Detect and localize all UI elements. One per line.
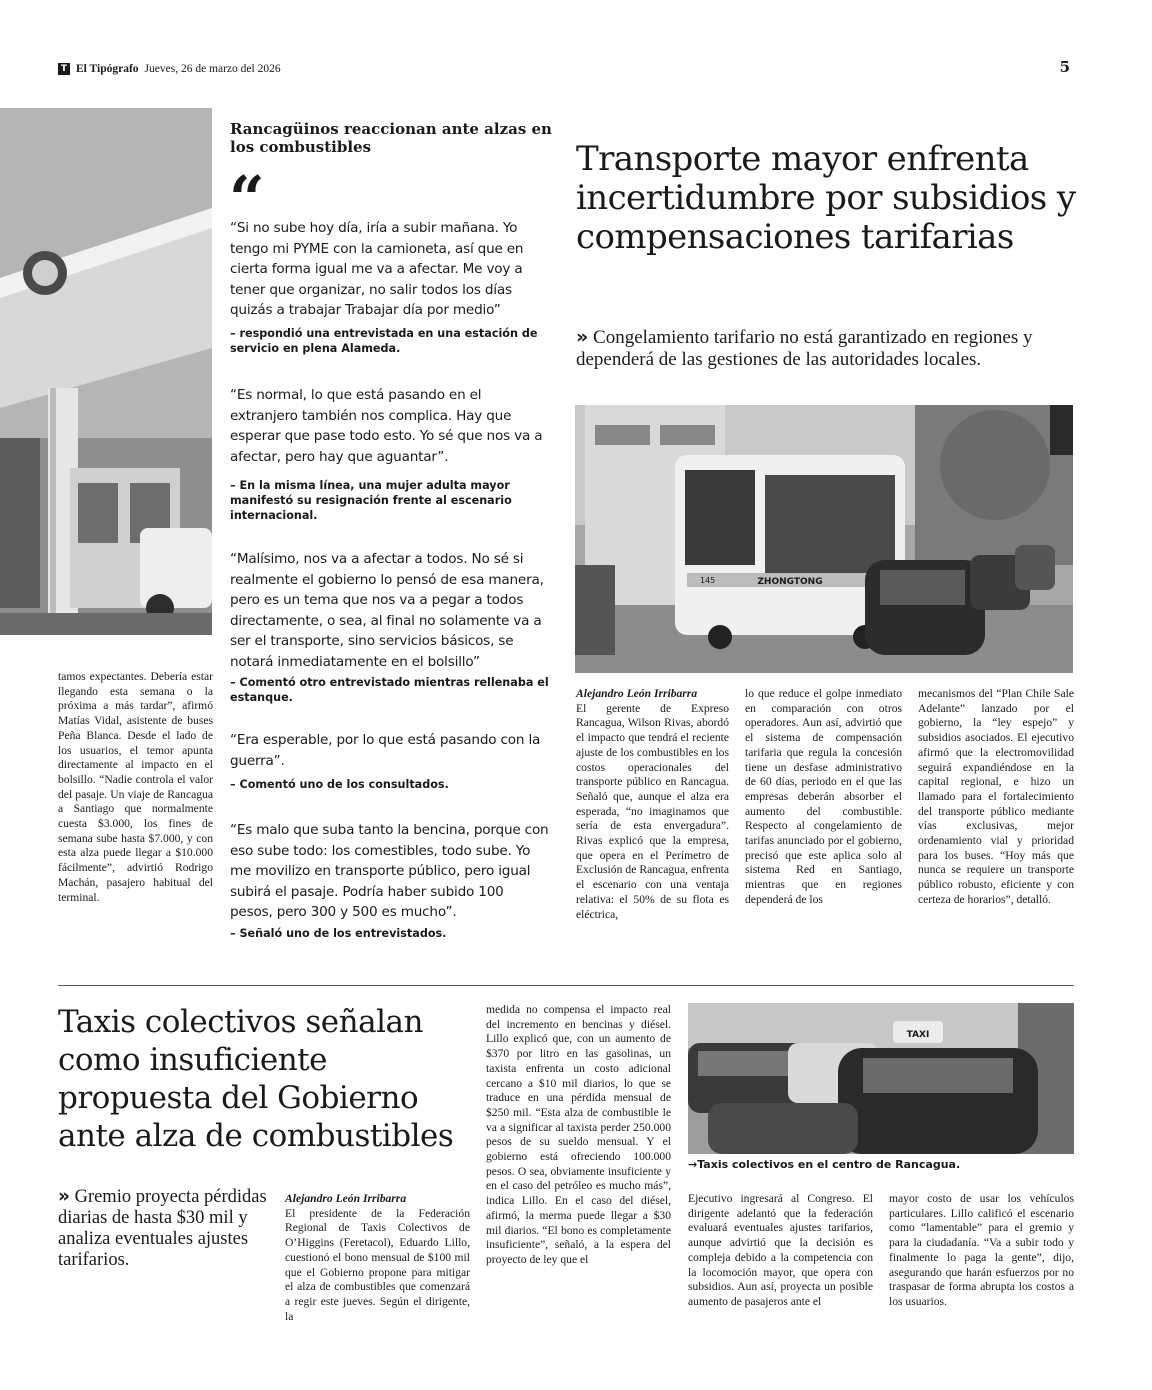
quote-attribution-3: – Comentó otro entrevistado mientras rellenaba el estanque. — [230, 676, 549, 704]
taxi-photo — [688, 1003, 1074, 1154]
article-2-column-1 — [285, 1192, 470, 1324]
quote-text-2: “Es normal, lo que está pasando en el extranjero también nos complica. Hay que esperar que pase todo esto. Yo sé que nos va a afectar, pero hay que aguantar”. — [230, 387, 543, 465]
article-1-column-1-text: El gerente de Expreso Rancagua, Wilson Rivas, abordó el impacto que tendrá el reciente ajuste de los combustibles en los costos operacionales del transporte público en Rancagua. Señaló que, aunque el alza era esperada, “no imaginamos que sería de esta envergadura”. Rivas explicó que la empresa, que opera en el Perímetro de Exclusión de Rancagua, enfrenta el escenario con una ventaja relativa: el 50% de su flota es eléctrica, — [576, 701, 729, 921]
quote-text-5: “Es malo que suba tanto la bencina, porque con eso sube todo: los comestibles, todo sube. Yo me movilizo en transporte público, pero igual subirá el pasaje. Podría haber subido 100 pesos, pero 300 y 500 es mucho”. — [230, 822, 549, 920]
article-1-column-1 — [576, 687, 729, 922]
article-2-column-2: medida no compensa el impacto real del incremento en bencinas y diésel. Lillo explicó que, con un aumento de $370 por litro en las gasolinas, un taxista enfrenta un costo adicional cercano a $10 mil diarios, lo que se traduce en una pérdida mensual de $250 mil. “Esta alza de combustible le va a significar al taxista perder 250.000 pesos de su sueldo mensual. Y el gobierno está ofreciendo 100.000 pesos. O sea, obviamente insuficiente y en el caso del petróleo es mucho más”, indica Lillo. En el caso del diésel, afirmó, la merma puede llegar a $30 mil diarios. “El bono es completamente insuficiente”, señaló, a la espera del proyecto de ley que el — [486, 1003, 671, 1266]
bus-photo — [575, 405, 1073, 673]
quotes-heading: Rancagüinos reaccionan ante alzas en los combustibles — [230, 120, 552, 156]
article-2-column-1-text: El presidente de la Federación Regional de Taxis Colectivos de O’Higgins (Feretacol), Eduardo Lillo, cuestionó el bono mensual de $100 mil que el Gobierno propone para mitigar el alza de combustibles que comenzará a regir este jueves. Según el dirigente, la — [285, 1206, 470, 1323]
quote-mark-icon: “ — [229, 162, 265, 235]
quote-attribution-5: – Señaló uno de los entrevistados. — [230, 927, 447, 940]
subhead-marker-icon: » — [58, 1186, 70, 1207]
quote-text-1: “Si no sube hoy día, iría a subir mañana. Yo tengo mi PYME con la camioneta, así que en cierta forma igual me va a afectar. Me voy a tener que organizar, no salir todos los días quizás a trabajar Trabajar día por medio” — [230, 220, 524, 318]
article-2-subhead — [58, 1186, 273, 1271]
issue-date: Jueves, 26 de marzo del 2026 — [144, 63, 281, 75]
page-header — [58, 60, 281, 78]
article-1-column-2: lo que reduce el golpe inmediato en comparación con otros operadores. Aun así, advirtió que el sistema de compensación tarifaria que regula la concesión tiene un desfase administrativo de 60 días, periodo en el que las empresas deberán absorber el aumento del combustible. Respecto al congelamiento de tarifas anunciado por el gobierno, precisó que este aplica solo al sistema Red en Santiago, mientras que en regiones dependerá de los — [745, 687, 902, 906]
bus-route-text: 145 — [700, 576, 716, 585]
article-2-column-3: Ejecutivo ingresará al Congreso. El dirigente adelantó que la federación evaluará eventuales ajustes tarifarios, aunque advirtió que la decisión es compleja debido a la competencia con la locomoción mayor, que opera con subsidios. Aun así, proyecta un posible aumento de pasajeros ante el — [688, 1192, 873, 1308]
newspaper-logo-icon: T — [58, 63, 70, 75]
article-2-column-4: mayor costo de usar los vehículos particulares. Lillo calificó el escenario como “lamentable” para el gremio y para la ciudadanía. “Va a subir todo y finalmente lo paga la gente”, dijo, asegurando que harán esfuerzos por no traspasar de forma abrupta los costos a los usuarios. — [889, 1192, 1074, 1308]
article-1-headline: Transporte mayor enfrenta incertidumbre por subsidios y compensaciones tarifarias — [576, 139, 1076, 257]
article-2-subhead-text: Gremio proyecta pérdidas diarias de hasta $30 mil y analiza eventuales ajustes tarifarios. — [58, 1187, 267, 1270]
gas-station-photo — [0, 108, 212, 635]
article-1-column-3: mecanismos del “Plan Chile Sale Adelante” lanzado por el gobierno, la “ley espejo” y subsidios asociados. El ejecutivo afirmó que la electromovilidad seguirá expandiéndose en la capital regional, e hizo un llamado para el fortalecimiento del transporte público mediante vías exclusivas, mejor ordenamiento vial y prioridad para los buses. “Hoy más que nunca se requiere un transporte público robusto, eficiente y con certeza de horarios”, detalló. — [918, 687, 1074, 906]
gas-station-illustration — [0, 108, 212, 635]
page-number: 5 — [1059, 58, 1070, 76]
quote-attribution-2: – En la misma línea, una mujer adulta mayor manifestó su resignación frente al escenario internacional. — [230, 479, 512, 522]
quote-text-3: “Malísimo, nos va a afectar a todos. No sé si realmente el gobierno lo pensó de esa manera, pero es un tema que nos va a pegar a todos directamente, o sea, al final no solamente va a ser el transporte, sino servicios básicos, se notará inmediatamente en el bolsillo” — [230, 551, 544, 670]
subhead-marker-icon: » — [576, 326, 589, 348]
article-1-subhead-text: Congelamiento tarifario no está garantizado en regiones y dependerá de las gestiones de las autoridades locales. — [576, 327, 1033, 370]
bus-sign-text: ZHONGTONG — [757, 577, 823, 587]
taxi-street-illustration — [688, 1003, 1074, 1154]
quote-text-4: “Era esperable, por lo que está pasando con la guerra”. — [230, 732, 541, 769]
taxi-photo-caption: →Taxis colectivos en el centro de Rancagua. — [688, 1158, 961, 1171]
quote-attribution-1: – respondió una entrevistada en una estación de servicio en plena Alameda. — [230, 327, 538, 355]
taxi-sign-text: TAXI — [906, 1030, 930, 1040]
left-column-text: tamos expectantes. Debería estar llegando esta semana o la próxima a más tardar”, afirmó Matías Vidal, asistente de buses Peña Blanca. Desde el lado de los usuarios, el temor apunta directamente al impacto en el bolsillo. “Nadie controla el valor del pasaje. Un viaje de Rancagua a Santiago que normalmente cuesta $3.000, los fines de semana sube hasta $7.000, y con esta alza puede llegar a $10.000 fácilmente”, advirtió Rodrigo Machán, pasajero habitual del terminal. — [58, 670, 213, 904]
bus-street-illustration — [575, 405, 1073, 673]
newspaper-name: El Tipógrafo — [76, 63, 139, 75]
article-2-byline: Alejandro León Irribarra — [285, 1192, 407, 1205]
article-1-subhead — [576, 327, 1076, 370]
section-divider — [58, 985, 1074, 986]
article-1-byline: Alejandro León Irribarra — [576, 687, 698, 700]
quote-attribution-4: – Comentó uno de los consultados. — [230, 778, 449, 791]
article-2-headline: Taxis colectivos señalan como insuficiente propuesta del Gobierno ante alza de combustibles — [58, 1004, 454, 1154]
